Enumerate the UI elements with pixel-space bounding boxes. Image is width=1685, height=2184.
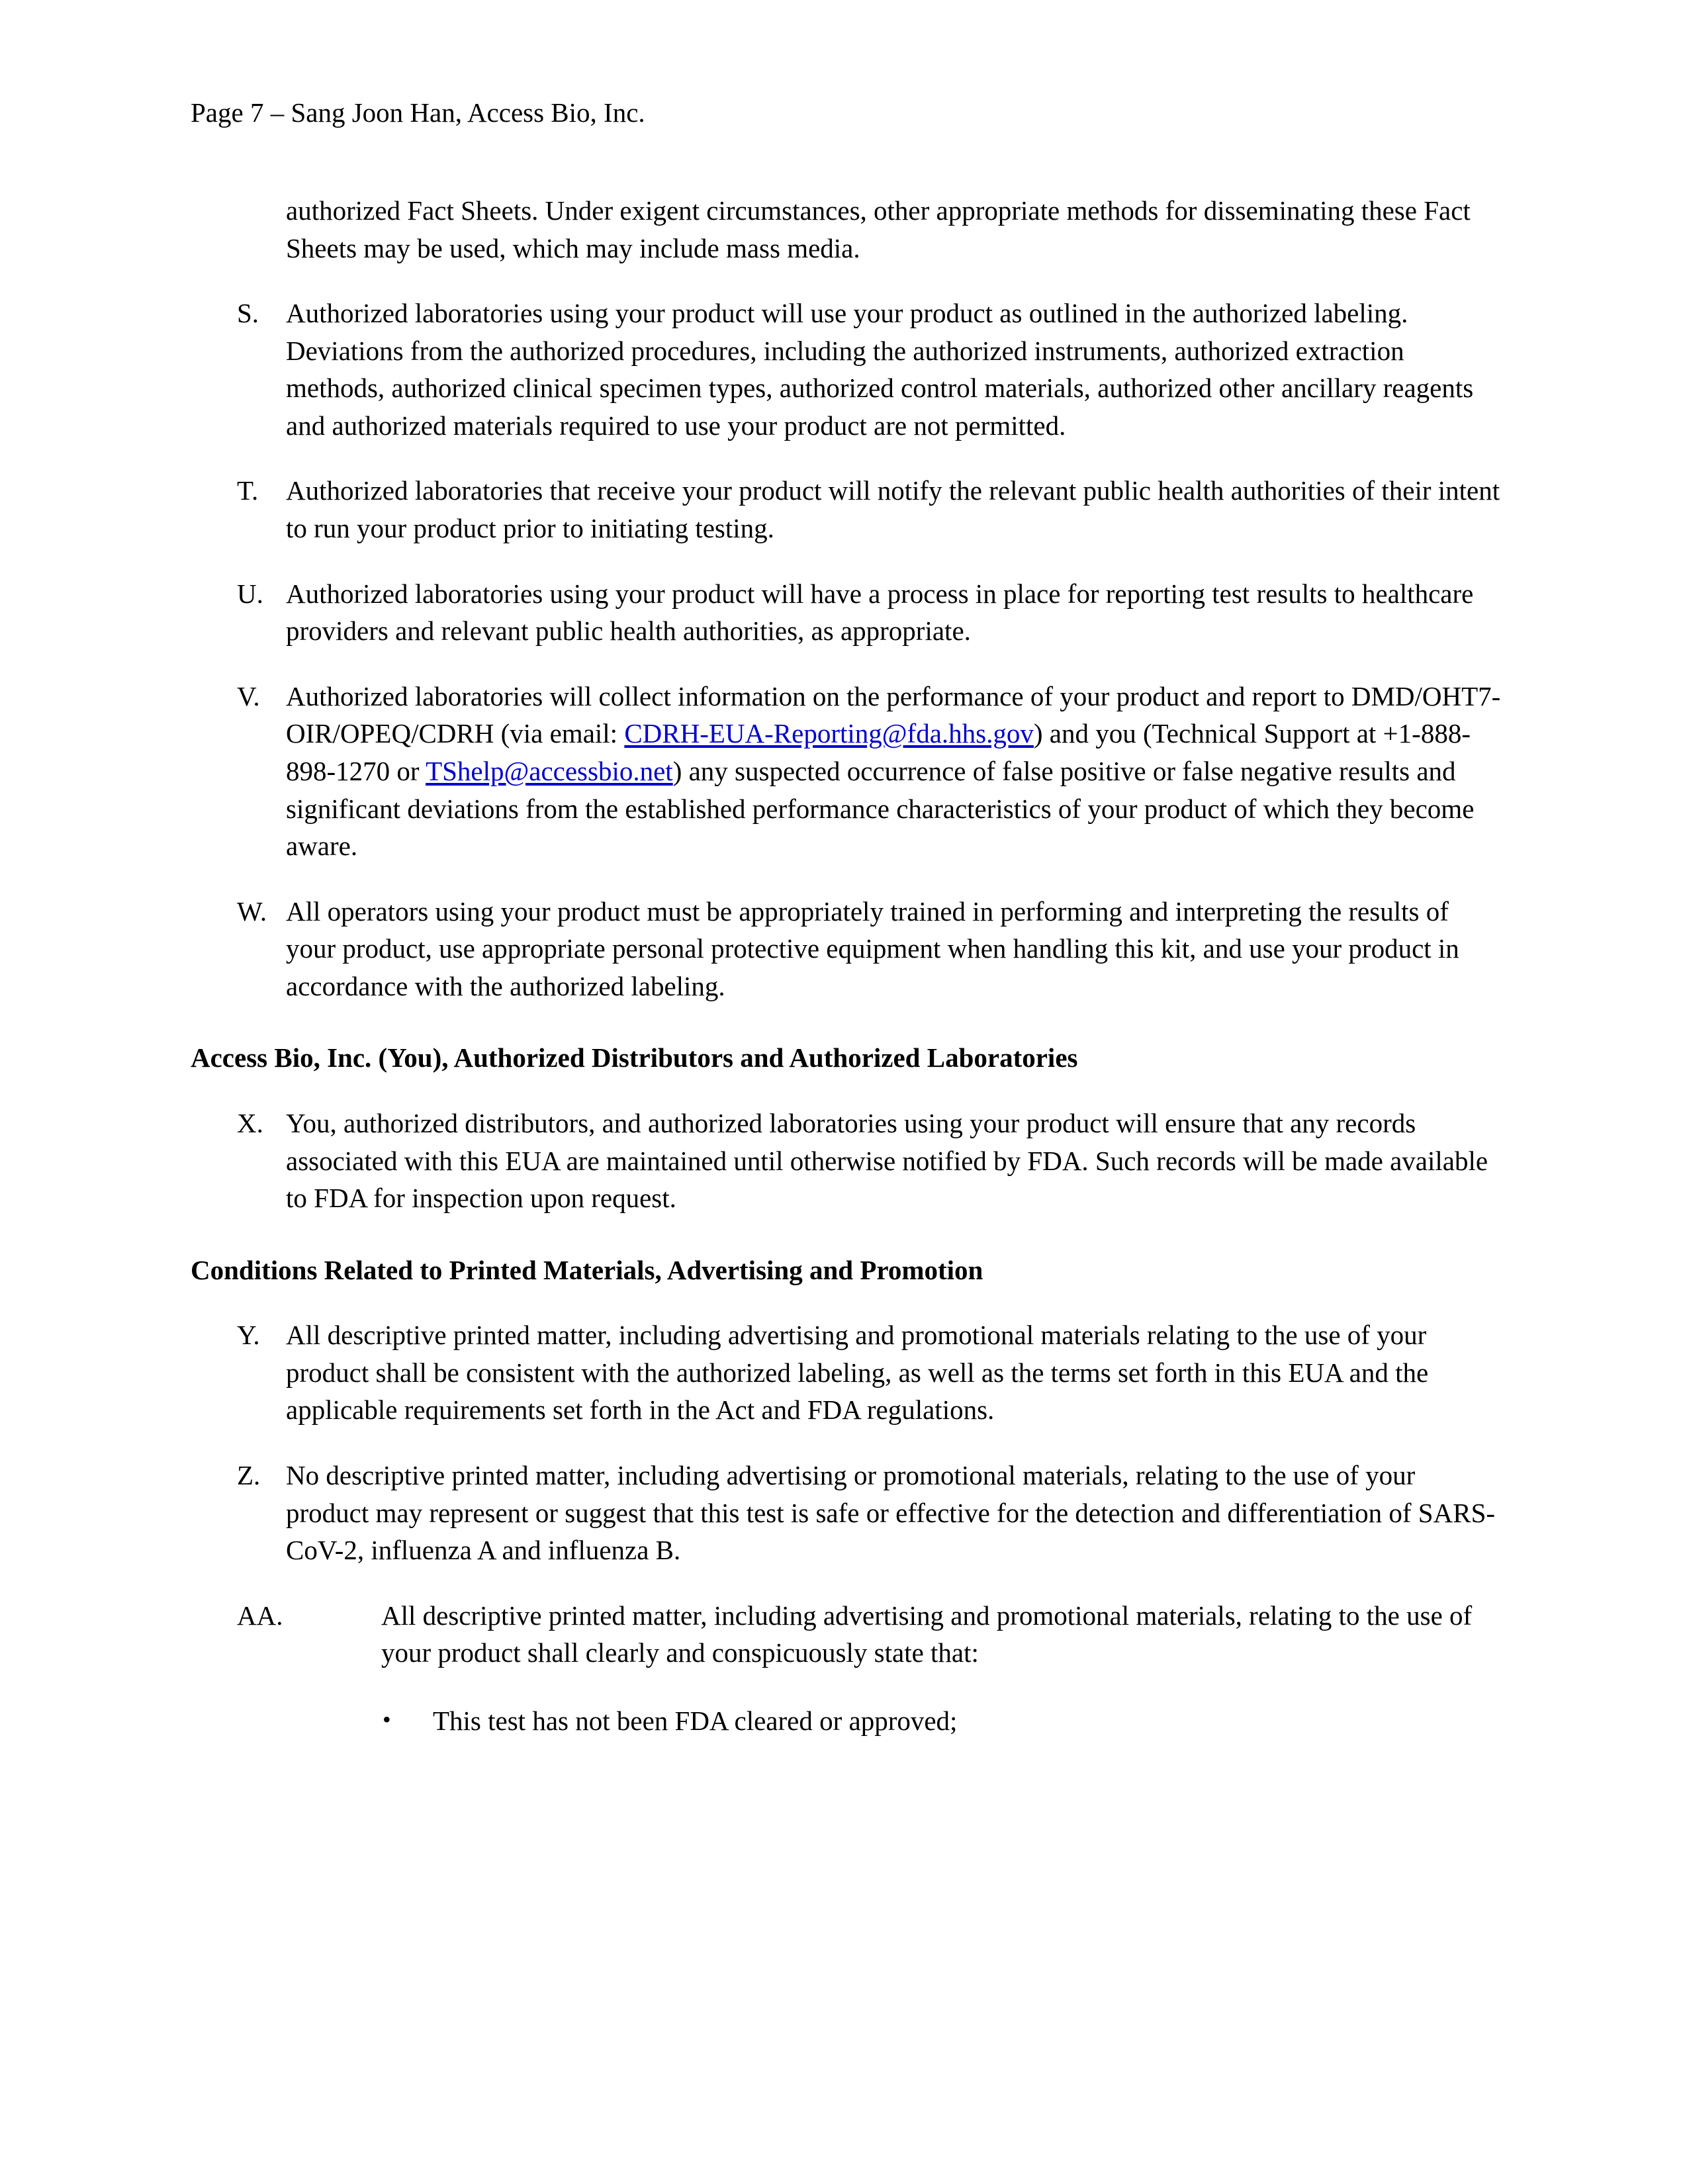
list-item-v bbox=[191, 678, 1501, 865]
list-item-text bbox=[286, 678, 1501, 865]
item-v-text-after-link: ) any suspected occurrence of false positive or false negative results and significant deviations from the established performance characteristics of your product of which they become aware. bbox=[286, 755, 1475, 862]
list-item-marker: AA. bbox=[237, 1600, 283, 1631]
list-item-text: All operators using your product must be appropriately trained in performing and interpreting the results of your product, use appropriate personal protective equipment when handling this kit, and use your product in accordance with the authorized labeling. bbox=[286, 895, 1459, 1001]
list-item-marker: X. bbox=[237, 1107, 263, 1138]
item-v-text-before-link: Authorized laboratories will collect information on the performance of your product and report to DMD/OHT7-OIR/OPEQ/CDRH (via email: bbox=[286, 680, 1501, 749]
cdrh-eua-reporting-email-link[interactable]: CDRH-EUA-Reporting@fda.hhs.gov bbox=[624, 718, 1034, 749]
list-item-marker: Y. bbox=[237, 1320, 260, 1351]
list-item-text: All descriptive printed matter, including advertising and promotional materials relating to the use of your product shall be consistent with the authorized labeling, as well as the terms set forth in this EUA and the applicable requirements set forth in the Act and FDA regulations. bbox=[286, 1320, 1429, 1426]
list-item bbox=[191, 575, 1501, 650]
list-item-marker: Z. bbox=[237, 1460, 261, 1491]
list-item bbox=[191, 893, 1501, 1005]
list-item-text: All descriptive printed matter, including advertising and promotional materials, relating to the use of your product shall clearly and conspicuously state that: bbox=[381, 1600, 1473, 1668]
list-item bbox=[191, 295, 1501, 444]
page-header: Page 7 – Sang Joon Han, Access Bio, Inc. bbox=[191, 97, 645, 128]
document-body bbox=[191, 192, 1501, 1740]
list-item-marker: W. bbox=[237, 895, 267, 927]
list-item-marker: U. bbox=[237, 578, 263, 609]
list-item-text: Authorized laboratories using your product will have a process in place for reporting test results to healthcare providers and relevant public health authorities, as appropriate. bbox=[286, 578, 1474, 647]
list-item bbox=[191, 1316, 1501, 1429]
section-heading-access-bio: Access Bio, Inc. (You), Authorized Distributors and Authorized Laboratories bbox=[191, 1042, 1078, 1073]
bullet-icon: • bbox=[383, 1706, 391, 1733]
bullet-text: This test has not been FDA cleared or approved; bbox=[433, 1705, 958, 1736]
list-item-marker: T. bbox=[237, 475, 259, 506]
tshelp-accessbio-email-link[interactable]: TShelp@accessbio.net bbox=[426, 755, 673, 786]
list-item bbox=[191, 1105, 1501, 1217]
bullet-list-item bbox=[191, 1702, 1501, 1740]
list-item bbox=[191, 1457, 1501, 1569]
list-item-marker: V. bbox=[237, 680, 260, 711]
item-v-text-between-links: ) and you (Technical Support at +1-888-898-1270 or bbox=[286, 718, 1471, 786]
list-item-text: Authorized laboratories that receive your product will notify the relevant public health authorities of their intent to run your product prior to initiating testing. bbox=[286, 475, 1500, 544]
continuation-paragraph: authorized Fact Sheets. Under exigent circumstances, other appropriate methods for disseminating these Fact Sheets may be used, which may include mass media. bbox=[286, 195, 1471, 263]
list-item bbox=[191, 472, 1501, 547]
list-item-text: No descriptive printed matter, including advertising or promotional materials, relating to the use of your product may represent or suggest that this test is safe or effective for the detection and differentiation of SARS-CoV-2, influenza A and influenza B. bbox=[286, 1460, 1496, 1566]
list-item-aa bbox=[191, 1597, 1501, 1672]
list-item-text: You, authorized distributors, and authorized laboratories using your product will ensure that any records associated with this EUA are maintained until otherwise notified by FDA. Such records will be made available to FDA for inspection upon request. bbox=[286, 1107, 1488, 1214]
list-item-marker: S. bbox=[237, 298, 259, 329]
section-heading-printed-materials: Conditions Related to Printed Materials, Advertising and Promotion bbox=[191, 1254, 983, 1285]
list-item-text: Authorized laboratories using your product will use your product as outlined in the authorized labeling. Deviations from the authorized procedures, including the authorized instruments, authorized extraction methods, authorized clinical specimen types, authorized control materials, authorized other ancillary reagents and authorized materials required to use your product are not permitted. bbox=[286, 298, 1474, 441]
